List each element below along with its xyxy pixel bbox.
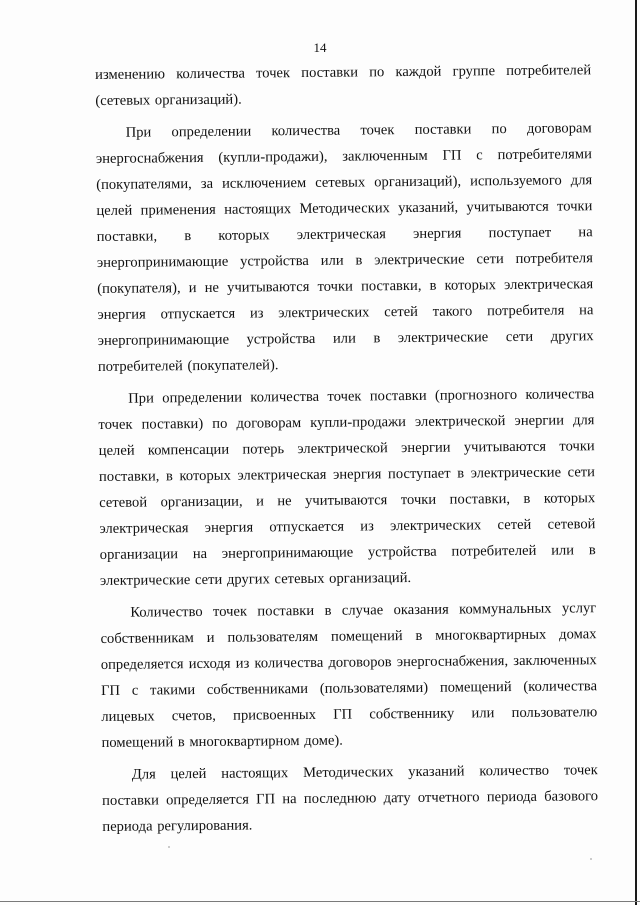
scan-speck — [590, 858, 592, 860]
paragraph: изменению количества точек поставки по каждой группе потребителей (сетевых организаций). — [95, 62, 592, 109]
scan-edge-bottom — [0, 901, 640, 902]
scan-speck — [168, 846, 170, 848]
paragraph: При определении количества точек поставки (прогнозного количества точек поставки) по договорам купли-продажи электрической энергии для целей компенсации потерь электрической энергии учитываются точки поставки, в которых электрическая энергия поступает в электрические сети сетевой организации, и не учитываются точки поставки, в которых электрическая энергия отпускается из электрических сетей сетевой организации на энергопринимающие устройства потребителей или в электрические сети других сетевых организаций. — [98, 386, 596, 589]
scan-edge-right — [635, 0, 637, 905]
paragraph: Количество точек поставки в случае оказания коммунальных услуг собственникам и пользователям помещений в многоквартирных домах определяется исходя из количества договоров энергоснабжения, заключенных ГП с такими собственниками (пользователями) помещений (количества лицевых счетов, присвоенных ГП собственнику или пользователю помещений в многоквартирном доме). — [100, 600, 598, 751]
body-text — [95, 57, 598, 840]
paragraph: Для целей настоящих Методических указаний количество точек поставки определяется ГП на последнюю дату отчетного периода базового периода регулирования. — [102, 762, 599, 835]
paragraph: При определении количества точек поставки по договорам энергоснабжения (купли-продажи), заключенным ГП с потребителями (покупателями, за исключением сетевых организаций), используемого для целей применения настоящих Методических указаний, учитываются точки поставки, в которых электрическая энергия поступает на энергопринимающие устройства или в электрические сети потребителя (покупателя), и не учитываются точки поставки, в которых электрическая энергия отпускается из электрических сетей такого потребителя на энергопринимающие устройства или в электрические сети других потребителей (покупателей). — [95, 120, 594, 375]
page-number: 14 — [313, 40, 327, 55]
